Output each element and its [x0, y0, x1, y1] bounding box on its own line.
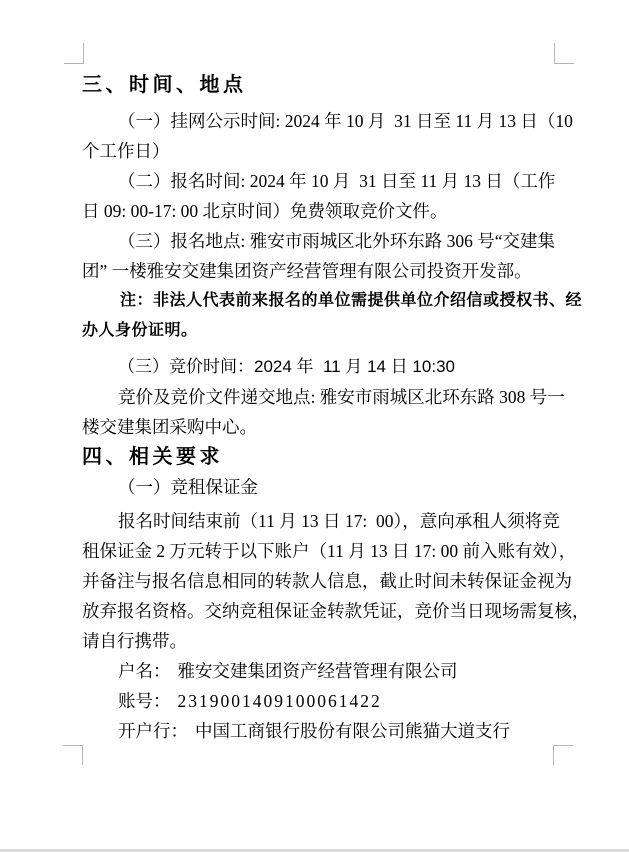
deposit-para-line-3: 并备注与报名信息相同的转款人信息，截止时间未转保证金视为 [82, 571, 572, 591]
account-number-value: 2319001409100061422 [177, 691, 382, 711]
text-boundary-mark-top-left [64, 43, 84, 64]
section-heading-time-place: 三、时间、地点 [82, 74, 247, 96]
account-name-line [82, 656, 554, 686]
deposit-subheading: （一）竞租保证金 [118, 477, 258, 497]
deposit-para-line-5: 请自行携带。 [82, 631, 187, 651]
bidding-place-line-1: 竞价及竞价文件递交地点: 雅安市雨城区北环东路 308 号一 [118, 387, 565, 407]
registration-place-line-1: （三）报名地点: 雅安市雨城区北外环东路 306 号“交建集 [118, 231, 556, 251]
deposit-para-line-1: 报名时间结束前（11 月 13 日 17: 00），意向承租人须将竞 [118, 511, 560, 531]
account-bank-line [82, 716, 554, 746]
note-line-2: 办人身份证明。 [82, 322, 198, 339]
section-heading-requirements: 四、相关要求 [82, 446, 223, 468]
account-number-line [82, 686, 554, 716]
account-number-label: 账号： [118, 691, 171, 711]
account-bank-value: 中国工商银行股份有限公司熊猫大道支行 [195, 721, 510, 741]
registration-place-line-2: 团” 一楼雅安交建集团资产经营管理有限公司投资开发部。 [82, 261, 532, 281]
publicity-time-line-1: （一）挂网公示时间: 2024 年 10 月 31 日至 11 月 13 日（10 [118, 111, 573, 131]
text-boundary-mark-top-right [554, 43, 574, 64]
bidding-time-line: （三）竞价时间：2024 年 11 月 14 日 10:30 [118, 357, 455, 376]
account-name-label: 户名： [118, 661, 171, 681]
text-boundary-mark-bottom-right [553, 745, 573, 765]
publicity-time-line-2: 个工作日） [82, 141, 170, 161]
account-name-value: 雅安交建集团资产经营管理有限公司 [177, 661, 458, 681]
account-bank-label: 开户行： [118, 721, 188, 741]
registration-time-line-1: （二）报名时间: 2024 年 10 月 31 日至 11 月 13 日（工作 [118, 171, 556, 191]
text-boundary-mark-bottom-left [63, 745, 83, 765]
deposit-para-line-2: 租保证金 2 万元转于以下账户（11 月 13 日 17: 00 前入账有效）， [82, 541, 577, 561]
deposit-para-line-4: 放弃报名资格。交纳竞租保证金转款凭证，竞价当日现场需复核， [82, 601, 590, 621]
registration-time-line-2: 日 09: 00-17: 00 北京时间）免费领取竞价文件。 [82, 201, 448, 221]
document-body [82, 70, 590, 746]
note-line-1: 注：非法人代表前来报名的单位需提供单位介绍信或授权书、经 [120, 292, 583, 309]
bidding-place-line-2: 楼交建集团采购中心。 [82, 417, 257, 437]
